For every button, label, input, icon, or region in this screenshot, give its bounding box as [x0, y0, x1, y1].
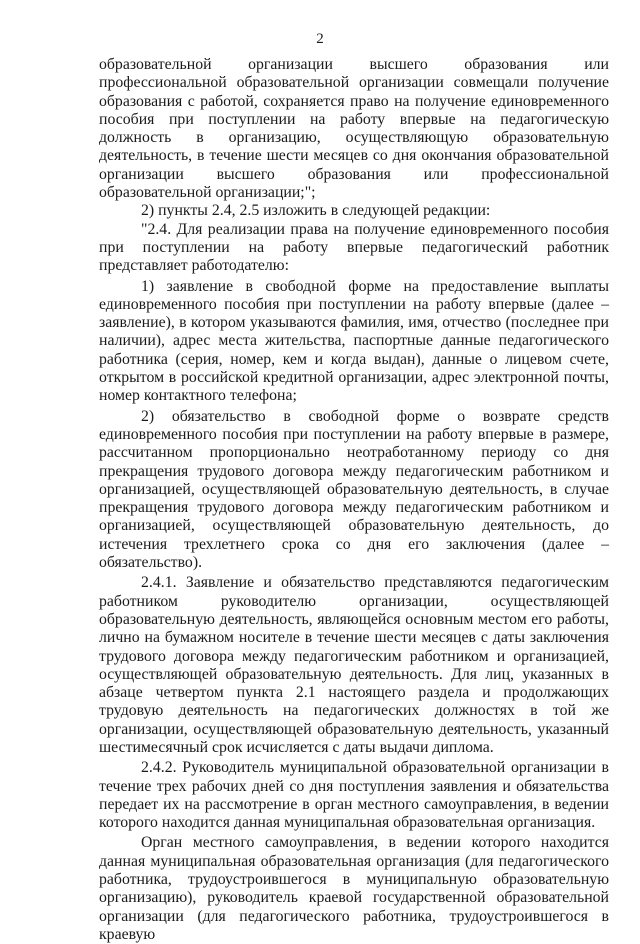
- paragraph-continuation: образовательной организации высшего образования или профессиональной образовательной организации совмещали получение образования с работой, сохраняется право на получение единовременного пособия при поступлении на работу впервые на педагогическую должность в организацию, осуществляющую образовательную деятельность, в течение шести месяцев со дня окончания образовательной организации высшего образования или профессиональной образовательной организации;";: [99, 56, 609, 202]
- page-number: 2: [316, 31, 324, 47]
- paragraph-local-government: Орган местного самоуправления, в ведении которого находится данная муниципальная образовательная организация (для педагогического работника, трудоустроившегося в муниципальную образовательную организацию), руководитель краевой государственной образовательной организации (для педагогического работника, трудоустроившегося в краевую: [99, 834, 609, 943]
- paragraph-obligation: 2) обязательство в свободной форме о возврате средств единовременного пособия при поступлении на работу впервые в размере, рассчитанном пропорционально неотработанному периоду со дня прекращения трудового договора между педагогическим работником и организацией, осуществляющей образовательную деятельность, в случае прекращения трудового договора между педагогическим работником и организацией, осуществляющей образовательную деятельность, до истечения трехлетнего срока со дня его заключения (далее – обязательство).: [99, 407, 609, 572]
- paragraph-clause-2-4: "2.4. Для реализации права на получение единовременного пособия при поступлении на работу впервые педагогический работник представляет работодателю:: [99, 220, 609, 275]
- paragraph-clause-2-4-2: 2.4.2. Руководитель муниципальной образовательной организации в течение трех рабочих дней со дня поступления заявления и обязательства передает их на рассмотрение в орган местного самоуправления, в ведении которого находится данная муниципальная образовательная организация.: [99, 759, 609, 832]
- paragraph-clause-2-4-1: 2.4.1. Заявление и обязательство представляются педагогическим работником руководителю организации, осуществляющей образовательную деятельность, являющейся основным местом его работы, лично на бумажном носителе в течение шести месяцев с даты заключения трудового договора между педагогическим работником и организацией, осуществляющей образовательную деятельность. Для лиц, указанных в абзаце четвертом пункта 2.1 настоящего раздела и продолжающих трудовую деятельность на педагогических должностях в той же организации, осуществляющей образовательную деятельность, указанный шестимесячный срок исчисляется с даты выдачи диплома.: [99, 574, 609, 756]
- paragraph-application: 1) заявление в свободной форме на предоставление выплаты единовременного пособия при поступлении на работу впервые (далее – заявление), в котором указываются фамилия, имя, отчество (последнее при наличии), адрес места жительства, паспортные данные педагогического работника (серия, номер, кем и когда выдан), данные о лицевом счете, открытом в российской кредитной организации, адрес электронной почты, номер контактного телефона;: [99, 277, 609, 405]
- paragraph-amendment-item-2: 2) пункты 2.4, 2.5 изложить в следующей редакции:: [141, 202, 491, 220]
- document-body: [99, 56, 609, 944]
